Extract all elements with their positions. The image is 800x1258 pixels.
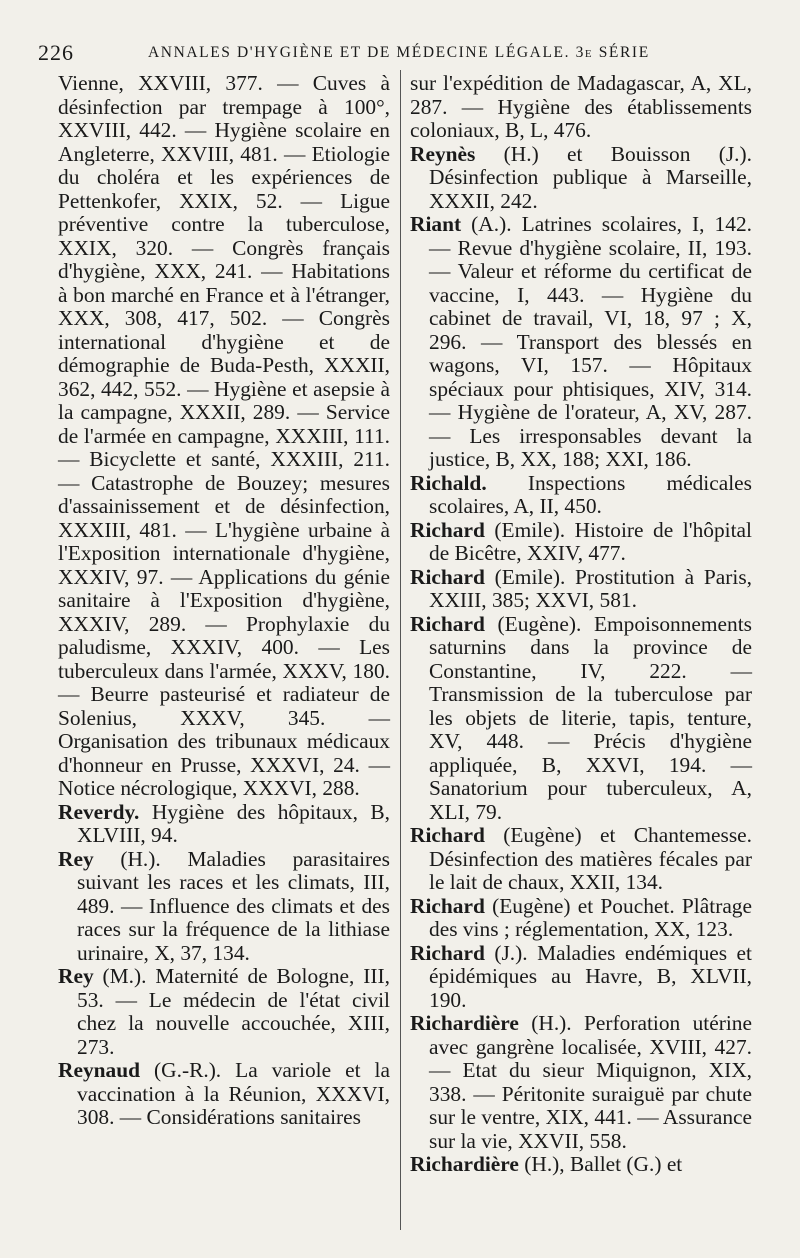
index-entry: Vienne, XXVIII, 377. — Cuves à désinfection par trempage à 100°, XXVIII, 442. — Hygiène scolaire en Angleterre, XXVIII, 481. — Etiologie du choléra et les expériences de Pettenkofer, XXIX, 52. — Ligue préventive contre la tuberculose, XXIX, 320. — Congrès français d'hygiène, XXX, 241. — Habitations à bon marché en France et à l'étranger, XXX, 308, 417, 502. — Congrès international d'hygiène et de démographie de Buda-Pesth, XXXII, 362, 442, 552. — Hygiène et asepsie à la campagne, XXXII, 289. — Service de l'armée en campagne, XXXIII, 111. — Bicyclette et santé, XXXIII, 211. — Catastrophe de Bouzey; mesures d'assainissement et de désinfection, XXXIII, 481. — L'hygiène urbaine à l'Exposition internationale d'hygiène, XXXIV, 97. — Applications du génie sanitaire à l'Exposition d'hygiène, XXXIV, 289. — Prophylaxie du paludisme, XXXIV, 400. — Les tuberculeux dans l'armée, XXXV, 180. — Beurre pasteurisé et radiateur de Solenius, XXXV, 345. — Organisation des tribunaux médicaux d'honneur en Prusse, XXXVI, 24. — Notice nécrologique, XXXVI, 288.: [58, 71, 390, 800]
index-entry: Rey (M.). Maternité de Bologne, III, 53. — Le médecin de l'état civil chez la nouvelle accouchée, XIII, 273.: [58, 964, 390, 1059]
index-entry: Reverdy. Hygiène des hôpitaux, B, XLVIII, 94.: [58, 799, 390, 847]
index-entry: Reynès (H.) et Bouisson (J.). Désinfection publique à Marseille, XXXII, 242.: [410, 141, 752, 213]
entry-author: Rey: [58, 846, 94, 871]
entry-author: Richardière: [410, 1011, 519, 1035]
entry-author: Riant: [410, 212, 462, 236]
running-title: ANNALES D'HYGIÈNE ET DE MÉDECINE LÉGALE. 3e SÉRIE: [148, 44, 650, 61]
index-entry: Richardière (H.). Perforation utérine avec gangrène localisée, XVIII, 427. — Etat du sieur Miquignon, XIX, 338. — Péritonite suraiguë par chute sur le ventre, XIX, 441. — Assurance sur la vie, XXVII, 558.: [410, 1011, 752, 1153]
entry-author: Richard: [410, 517, 485, 542]
entry-author: Reverdy.: [58, 799, 140, 824]
index-entry: Richard (Eugène). Empoisonnements saturnins dans la province de Constantine, IV, 222. — Transmission de la tuberculose par les objets de literie, tapis, tenture, XV, 448. — Précis d'hygiène appliquée, B, XXVI, 194. — Sanatorium pour tuberculeux, A, XLI, 79.: [410, 611, 752, 824]
entry-author: Reynès: [410, 141, 476, 166]
index-entry: Richard (J.). Maladies endémiques et épidémiques au Havre, B, XLVII, 190.: [410, 940, 752, 1012]
index-entry: sur l'expédition de Madagascar, A, XL, 287. — Hygiène des établissements coloniaux, B, L, 476.: [410, 71, 752, 142]
entry-author: Reynaud: [58, 1058, 141, 1082]
index-entry: Richard (Eugène) et Pouchet. Plâtrage des vins ; réglementation, XX, 123.: [410, 893, 752, 941]
index-entry: Richald. Inspections médicales scolaires, A, II, 450.: [410, 470, 752, 518]
entry-author: Richard: [410, 893, 485, 918]
index-entry: Riant (A.). Latrines scolaires, I, 142. — Revue d'hygiène scolaire, II, 193. — Valeur et réforme du certificat de vaccine, I, 443. — Hygiène du cabinet de travail, VI, 18, 97 ; X, 296. — Transport des blessés en wagons, VI, 157. — Hôpitaux spéciaux pour phtisiques, XIV, 314. — Hygiène de l'orateur, A, XV, 287. — Les irresponsables devant la justice, B, XX, 188; XXI, 186.: [410, 212, 752, 471]
column-divider: [400, 70, 401, 1230]
page-header: [38, 40, 768, 70]
entry-author: Richard: [410, 940, 485, 965]
left-column: [58, 72, 390, 1130]
entry-author: Richard: [410, 564, 485, 589]
entry-author: Richald.: [410, 470, 487, 495]
index-entry: Richard (Emile). Histoire de l'hôpital de Bicêtre, XXIV, 477.: [410, 517, 752, 565]
index-entry: Reynaud (G.-R.). La variole et la vaccination à la Réunion, XXXVI, 308. — Considérations sanitaires: [58, 1058, 390, 1129]
index-entry: Richardière (H.), Ballet (G.) et: [410, 1152, 683, 1176]
entry-author: Richardière: [410, 1152, 519, 1176]
entry-author: Richard: [410, 611, 485, 636]
index-entry: Richard (Eugène) et Chantemesse. Désinfection des matières fécales par le lait de chaux, XXII, 134.: [410, 823, 752, 894]
right-column: [410, 72, 752, 1177]
page-number: 226: [38, 40, 74, 65]
index-entry: Richard (Emile). Prostitution à Paris, XXIII, 385; XXVI, 581.: [410, 564, 752, 612]
index-entry: Rey (H.). Maladies parasitaires suivant les races et les climats, III, 489. — Influence des climats et des races sur la fréquence de la lithiase urinaire, X, 37, 134.: [58, 846, 390, 965]
entry-author: Richard: [410, 823, 485, 847]
entry-author: Rey: [58, 964, 94, 988]
